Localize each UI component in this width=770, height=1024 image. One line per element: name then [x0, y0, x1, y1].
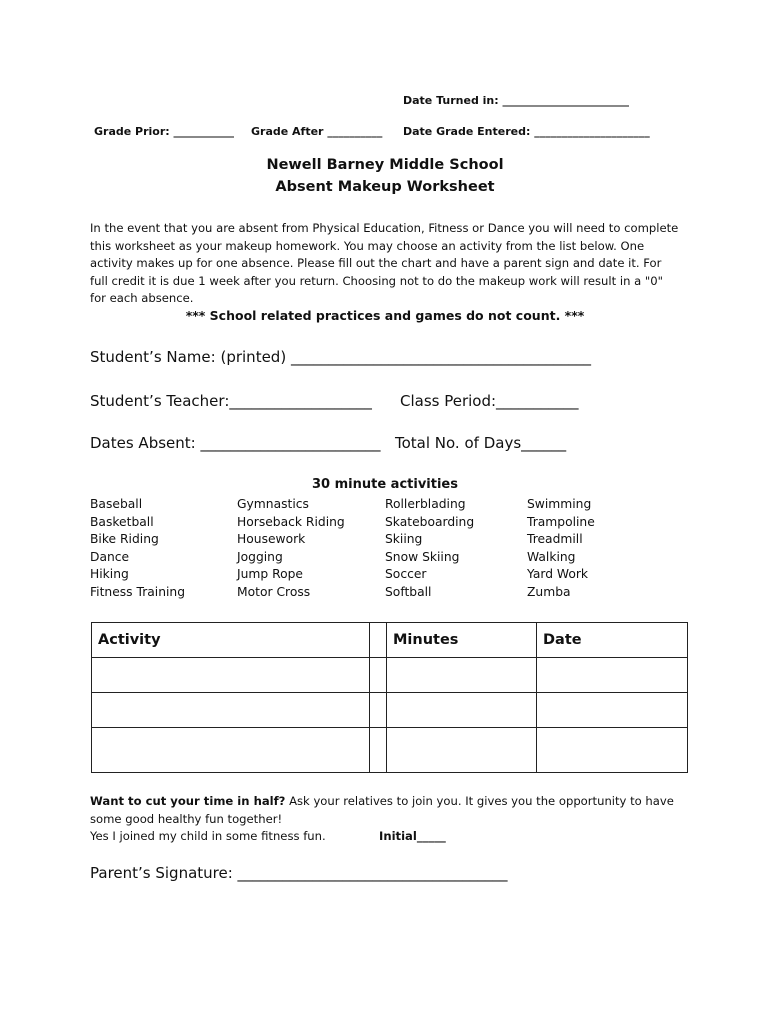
- dates-absent-field[interactable]: Dates Absent: ________________________: [90, 434, 381, 452]
- activities-column-1: [90, 496, 185, 602]
- activities-column-2: [237, 496, 345, 602]
- half-time-text: Ask your relatives to join you. It gives you the opportunity to have some good healthy fun together!: [90, 794, 674, 826]
- activity-cell[interactable]: [92, 693, 370, 728]
- activity-item: Motor Cross: [237, 584, 311, 599]
- minutes-cell[interactable]: [387, 728, 537, 773]
- student-name-field[interactable]: Student’s Name: (printed) ________________________________________: [90, 348, 591, 366]
- minutes-cell[interactable]: [387, 658, 537, 693]
- activity-item: Soccer: [385, 567, 427, 582]
- activity-item: Bike Riding: [90, 532, 159, 547]
- activity-item: Dance: [90, 549, 130, 564]
- spacer-cell: [370, 693, 387, 728]
- activity-item: Treadmill: [527, 532, 583, 547]
- student-teacher-field[interactable]: Student’s Teacher:___________________: [90, 392, 372, 410]
- date-grade-entered-field[interactable]: Date Grade Entered: _____________________: [403, 125, 650, 138]
- parent-signature-field[interactable]: Parent’s Signature: ____________________________________: [90, 864, 508, 882]
- minutes-column-header: Minutes: [387, 623, 537, 658]
- date-cell[interactable]: [537, 693, 688, 728]
- spacer-cell: [370, 658, 387, 693]
- activities-column-4: [527, 496, 595, 602]
- grade-after-field[interactable]: Grade After __________: [251, 125, 383, 138]
- activity-item: Zumba: [527, 584, 571, 599]
- activity-item: Swimming: [527, 497, 592, 511]
- activity-item: Housework: [237, 532, 306, 547]
- date-turned-in-field[interactable]: Date Turned in: _______________________: [403, 94, 629, 107]
- activity-item: Jump Rope: [237, 567, 303, 582]
- worksheet-title: Absent Makeup Worksheet: [275, 179, 495, 195]
- half-time-lead: Want to cut your time in half?: [90, 794, 286, 808]
- table-row: [92, 693, 688, 728]
- spacer-cell: [370, 728, 387, 773]
- activity-item: Horseback Riding: [237, 514, 345, 529]
- table-row: [92, 658, 688, 693]
- activity-item: Gymnastics: [237, 497, 309, 511]
- joined-statement: Yes I joined my child in some fitness fun.: [90, 829, 326, 843]
- activity-log-table: [91, 622, 688, 773]
- activity-item: Trampoline: [527, 514, 595, 529]
- date-cell[interactable]: [537, 658, 688, 693]
- activity-item: Snow Skiing: [385, 549, 460, 564]
- activity-item: Baseball: [90, 497, 143, 511]
- grade-prior-field[interactable]: Grade Prior: ___________: [94, 125, 235, 138]
- table-row: [92, 728, 688, 773]
- initial-field[interactable]: Initial_____: [379, 829, 446, 843]
- activities-title: 30 minute activities: [312, 477, 458, 492]
- activity-item: Fitness Training: [90, 584, 186, 599]
- activity-item: Skateboarding: [385, 514, 475, 529]
- activity-item: Yard Work: [527, 567, 589, 582]
- activity-cell[interactable]: [92, 658, 370, 693]
- date-cell[interactable]: [537, 728, 688, 773]
- date-column-header: Date: [537, 623, 688, 658]
- school-name: Newell Barney Middle School: [266, 157, 504, 173]
- practices-note: *** School related practices and games do not count. ***: [185, 308, 585, 323]
- activity-item: Softball: [385, 584, 432, 599]
- instructions-paragraph: In the event that you are absent from Physical Education, Fitness or Dance you will need to complete this worksheet as your makeup homework. You may choose an activity from the list below. One activity makes up for one absence. Please fill out the chart and have a parent sign and date it. For full credit it is due 1 week after you return. Choosing not to do the makeup work will result in a "0" for each absence.: [90, 221, 679, 306]
- total-days-field[interactable]: Total No. of Days______: [395, 434, 567, 452]
- class-period-field[interactable]: Class Period:___________: [400, 392, 579, 410]
- activity-item: Hiking: [90, 567, 129, 582]
- minutes-cell[interactable]: [387, 693, 537, 728]
- spacer-column-header: [370, 623, 387, 658]
- activity-column-header: Activity: [92, 623, 370, 658]
- activity-item: Skiing: [385, 532, 423, 547]
- activity-item: Jogging: [237, 549, 283, 564]
- table-header-row: [92, 623, 688, 658]
- activity-item: Walking: [527, 549, 576, 564]
- activity-cell[interactable]: [92, 728, 370, 773]
- activity-item: Basketball: [90, 514, 154, 529]
- activities-column-3: [385, 496, 474, 602]
- half-time-paragraph: [90, 793, 680, 828]
- activity-item: Rollerblading: [385, 497, 466, 511]
